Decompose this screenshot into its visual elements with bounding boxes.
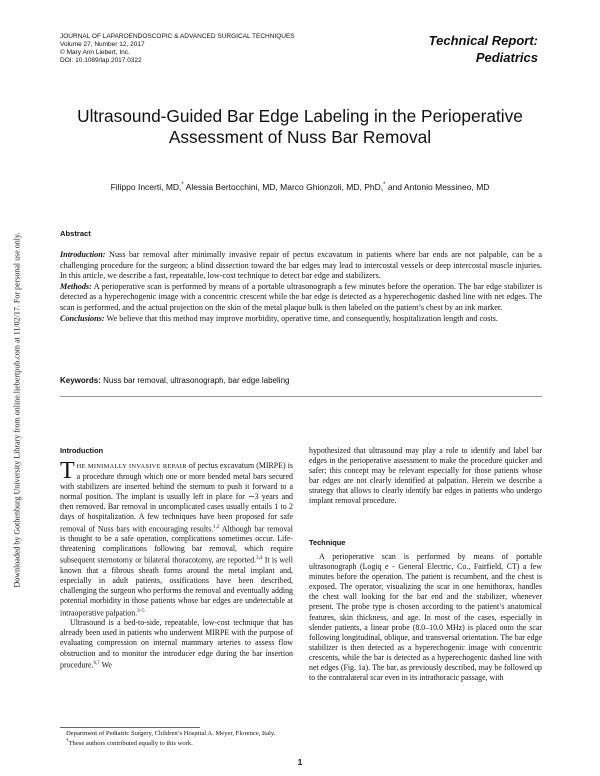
download-note: Downloaded by Gothenburg University Library from online.liebertpub.com at 11/02/17. For personal use only. bbox=[12, 232, 22, 588]
authors-middle: Alessia Bertocchini, MD, Marco Ghionzoli, MD, PhD, bbox=[185, 181, 384, 192]
page-number: 1 bbox=[297, 757, 303, 767]
drop-cap: T bbox=[60, 458, 75, 484]
author-incerti: Filippo Incerti, MD, bbox=[110, 181, 182, 192]
author-messineo: and Antonio Messineo, MD bbox=[387, 181, 490, 192]
right-paragraph-1: hypothesized that ultrasound may play a role to identify and label bar edges in the perioperative assessment to make the procedure quicker and safer; this concept may be relevant especially for those patients whose bar edges are not clearly identified at palpation. Herein we describe a strategy that allows to clearly identify bar edges in patients who undergo implant removal procedure. bbox=[309, 446, 542, 506]
technique-paragraph: A perioperative scan is performed by means of portable ultrasonograph (Logiq e - General Electric, Co., Fairfield, CT) a few minutes before the operation. The patient is recumbent, and the chest is exposed. The operator, visualizing the scar in one hemithorax, handles the chest wall looking for the bar end and the stabilizer, whenever present. The probe type is chosen according to the patient’s anatomical features, skin thickness, and age. In most of the cases, especially in slender patients, a linear probe (8.0–10.0 MHz) is placed onto the scar following longitudinal, oblique, and transversal orientation. The bar edge stabilizer is then detected as a hyperechogenic image with concentric crescents, while the bar is detected as a hyperechogenic dashed line with net edges (Fig. 1a). The bar, as previously described, may be followed up to the contralateral scar even in its intrathoracic passage, with bbox=[309, 552, 542, 683]
footnotes bbox=[66, 730, 275, 749]
citation: 6,7 bbox=[93, 660, 100, 666]
title-line-2: Assessment of Nuss Bar Removal bbox=[168, 127, 432, 147]
citation: 3,4 bbox=[256, 556, 263, 562]
abstract-intro-label: Introduction: bbox=[60, 250, 106, 259]
intro-smallcaps: HE MINIMALLY INVASIVE REPAIR bbox=[76, 463, 187, 470]
journal-header bbox=[60, 33, 295, 65]
equal-contribution-mark: * bbox=[181, 182, 184, 188]
equal-contribution-note: *These authors contributed equally to this work. bbox=[66, 739, 193, 748]
section-label bbox=[429, 32, 538, 66]
technique-heading: Technique bbox=[309, 538, 346, 547]
abstract-methods: Methods: A perioperative scan is performed by means of a portable ultrasonograph a few minutes before the operation. The bar edge stabilizer is detected as a hyperechogenic image with a concentric crescent while the bar edge is detected as a hyperechogenic dashed line with net edges. The scan is performed, and the actual projection on the skin of the metal plaque bulk is then labeled on the patient’s chest by an ink marker. bbox=[60, 281, 542, 312]
footnote-divider bbox=[60, 727, 200, 728]
download-watermark bbox=[8, 195, 26, 625]
section-label-line1: Technical Report: bbox=[428, 33, 538, 48]
journal-volume: Volume 27, Number 12, 2017 bbox=[60, 41, 145, 48]
author-list bbox=[40, 180, 560, 193]
citation: 1,2 bbox=[213, 524, 220, 530]
affiliation-note: Department of Pediatric Surgery, Children’s Hospital A. Meyer, Florence, Italy. bbox=[66, 730, 276, 737]
journal-doi: DOI: 10.1089/lap.2017.0322 bbox=[60, 57, 142, 64]
citation: 3–5 bbox=[137, 608, 145, 614]
abstract-body bbox=[60, 250, 542, 324]
article-title bbox=[40, 106, 560, 148]
intro-paragraph-2: Ultrasound is a bed-to-side, repeatable, low-cost technique that has already been used in patients who underwent MIRPE with the purpose of evaluating compression on internal mammary arteries to assess flow obstruction and to monitor the introducer edge during the bar insertion procedure.$^{6,7}$ We bbox=[60, 618, 293, 670]
abstract-heading: Abstract bbox=[60, 229, 91, 238]
abstract-conclusions: Conclusions: We believe that this method may improve morbidity, operative time, and consequently, hospitalization length and costs. bbox=[60, 313, 498, 323]
technique-column bbox=[309, 552, 542, 683]
abstract-conclusions-label: Conclusions: bbox=[60, 313, 105, 323]
right-column-top bbox=[309, 446, 542, 507]
introduction-column bbox=[60, 458, 293, 670]
intro-paragraph-1: THE MINIMALLY INVASIVE REPAIR of pectus excavatum (MIRPE) is a procedure through which one or more bended metal bars secured with stabilizers are inserted behind the sternum to push it forward to a normal position. The implant is usually left in place for ∼3 years and then removed. Bar removal in uncomplicated cases usually entails 1 to 2 days of hospitalization. A few techniques have been proposed for safe removal of Nuss bars with encouraging results.$^{1,2}$ Although bar removal is thought to be a safe operation, complications sometimes occur. Life-threatening complications following bar removal, which require subsequent sternotomy or bilateral thoracotomy, are reported.$^{3,4}$ It is well known that a fibrous sheath forms around the metal implant and, especially in adult patients, ossifications have been described, challenging the surgeon who performs the removal and eventually adding potential morbidity in those patients whose bar edges are undetectable at intraoperative palpation.$^{3-5}$ bbox=[60, 458, 293, 618]
introduction-heading: Introduction bbox=[60, 446, 104, 455]
keywords bbox=[60, 376, 542, 385]
abstract-methods-label: Methods: bbox=[60, 281, 92, 291]
section-divider bbox=[60, 396, 542, 397]
journal-name: JOURNAL OF LAPAROENDOSCOPIC & ADVANCED SURGICAL TECHNIQUES bbox=[60, 33, 295, 40]
keywords-label: Keywords: bbox=[60, 376, 101, 385]
keywords-text: Nuss bar removal, ultrasonograph, bar edge labeling bbox=[100, 376, 290, 385]
section-label-line2: Pediatrics bbox=[475, 50, 538, 65]
title-line-1: Ultrasound-Guided Bar Edge Labeling in the Perioperative bbox=[77, 106, 523, 126]
equal-contribution-mark: * bbox=[383, 182, 386, 188]
abstract-introduction: Introduction: Nuss bar removal after minimally invasive repair of pectus excavatum in patients where bar ends are not palpable, can be a challenging procedure for the surgeon; a blind dissection toward the bar edges may lead to intercostal vessels or deep intercostal muscle injuries. In this article, we describe a fast, repeatable, low-cost technique to detect bar edge and stabilizers. bbox=[60, 250, 542, 281]
journal-copyright: © Mary Ann Liebert, Inc. bbox=[60, 49, 130, 56]
